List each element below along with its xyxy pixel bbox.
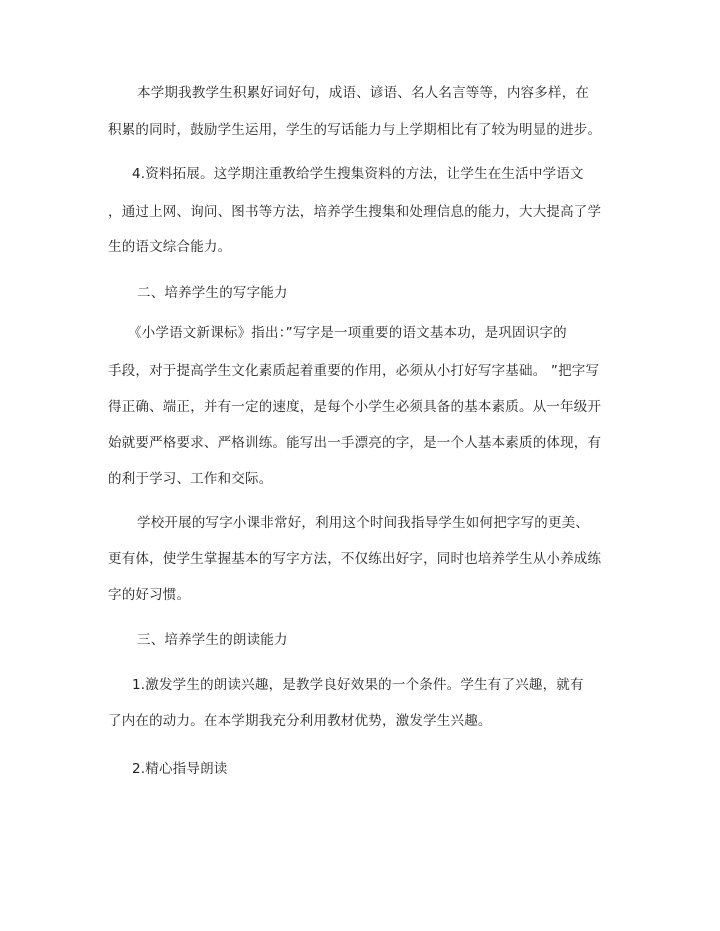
text-line: 的利于学习、工作和交际。: [108, 471, 273, 487]
text-line: 学校开展的写字小课非常好，利用这个时间我指导学生如何把字写的更美、: [137, 515, 590, 531]
text-line: 2.精心指导朗读: [132, 761, 228, 777]
text-line: 了内在的动力。在本学期我充分利用教材优势，激发学生兴趣。: [108, 713, 492, 729]
text-line: 1.激发学生的朗读兴趣，是教学良好效果的一个条件。学生有了兴趣，就有: [132, 677, 584, 693]
text-line: ，通过上网、询问、图书等方法，培养学生搜集和处理信息的能力，大大提高了学: [108, 204, 602, 220]
text-line: 得正确、端正，并有一定的速度，是每个小学生必须具备的基本素质。从一年级开: [108, 399, 602, 415]
text-line: 更有体，使学生掌握基本的写字方法，不仅练出好字，同时也培养学生从小养成练: [108, 551, 602, 567]
section-heading: 二、培养学生的写字能力: [137, 285, 288, 301]
text-line: 始就要严格要求、严格训练。能写出一手漂亮的字，是一个人基本素质的体现，有: [108, 435, 602, 451]
text-line: 《小学语文新课标》指出：”写字是一项重要的语文基本功，是巩固识字的: [128, 325, 567, 341]
section-heading: 三、培养学生的朗读能力: [137, 632, 288, 648]
text-line: 积累的同时，鼓励学生运用，学生的写话能力与上学期相比有了较为明显的进步。: [108, 122, 602, 138]
text-line: 字的好习惯。: [108, 587, 191, 603]
text-line: 4.资料拓展。这学期注重教给学生搜集资料的方法，让学生在生活中学语文: [132, 166, 584, 182]
text-line: 本学期我教学生积累好词好句，成语、谚语、名人名言等等，内容多样，在: [137, 85, 590, 101]
text-line: 手段，对于提高学生文化素质起着重要的作用，必须从小打好写字基础。 ”把字写: [108, 363, 600, 379]
text-line: 生的语文综合能力。: [108, 239, 232, 255]
